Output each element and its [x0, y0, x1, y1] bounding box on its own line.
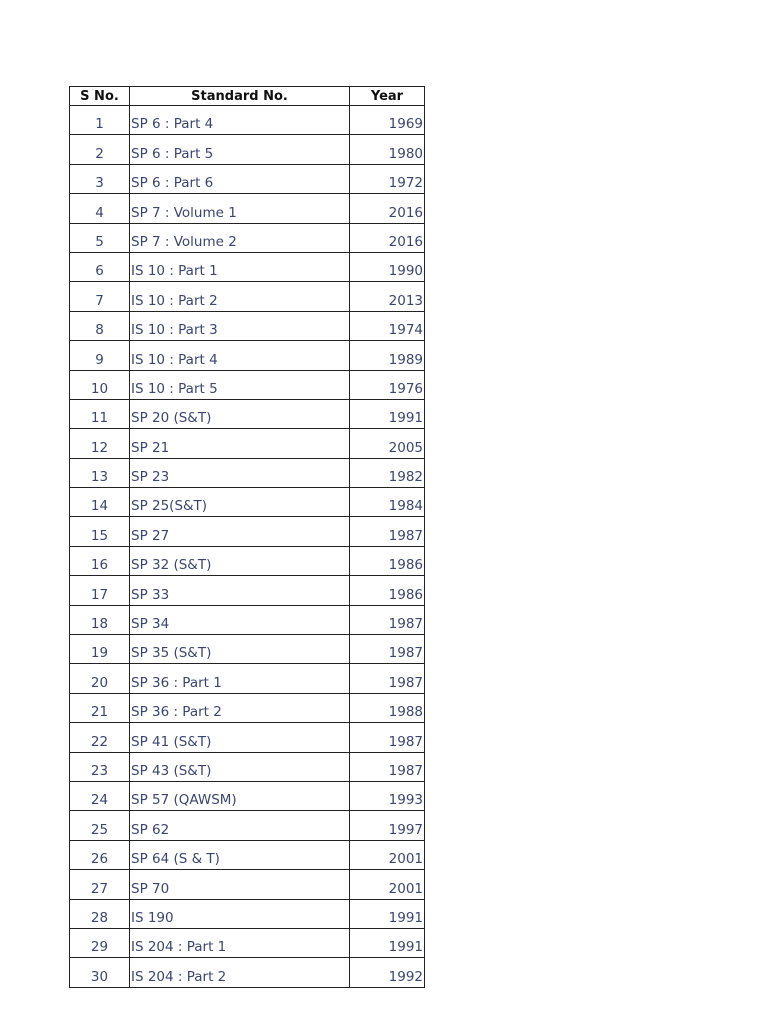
cell-standard-no: SP 32 (S&T)	[130, 546, 350, 575]
cell-standard-no: SP 20 (S&T)	[130, 399, 350, 428]
header-year: Year	[350, 87, 425, 106]
table-row	[70, 399, 425, 428]
cell-year: 2005	[350, 429, 425, 458]
cell-standard-no: IS 10 : Part 5	[130, 370, 350, 399]
header-s-no: S No.	[70, 87, 130, 106]
cell-standard-no: SP 36 : Part 1	[130, 664, 350, 693]
cell-standard-no: SP 21	[130, 429, 350, 458]
cell-year: 1987	[350, 635, 425, 664]
cell-s-no: 17	[70, 576, 130, 605]
cell-s-no: 11	[70, 399, 130, 428]
table-row	[70, 605, 425, 634]
cell-standard-no: SP 43 (S&T)	[130, 752, 350, 781]
cell-standard-no: SP 23	[130, 458, 350, 487]
table-row	[70, 252, 425, 281]
cell-year: 1984	[350, 488, 425, 517]
cell-year: 2001	[350, 840, 425, 869]
cell-year: 1980	[350, 135, 425, 164]
table-row	[70, 429, 425, 458]
table-row	[70, 723, 425, 752]
cell-year: 1969	[350, 106, 425, 135]
cell-s-no: 18	[70, 605, 130, 634]
table-row	[70, 164, 425, 193]
cell-standard-no: SP 6 : Part 6	[130, 164, 350, 193]
cell-year: 1976	[350, 370, 425, 399]
cell-standard-no: IS 10 : Part 3	[130, 311, 350, 340]
cell-s-no: 25	[70, 811, 130, 840]
cell-year: 1990	[350, 252, 425, 281]
standards-sheet	[69, 86, 425, 988]
cell-standard-no: IS 190	[130, 899, 350, 928]
cell-year: 1987	[350, 752, 425, 781]
table-row	[70, 517, 425, 546]
cell-s-no: 15	[70, 517, 130, 546]
cell-standard-no: SP 6 : Part 5	[130, 135, 350, 164]
cell-standard-no: IS 204 : Part 1	[130, 928, 350, 957]
table-row	[70, 194, 425, 223]
cell-year: 1974	[350, 311, 425, 340]
cell-year: 2013	[350, 282, 425, 311]
cell-standard-no: SP 7 : Volume 2	[130, 223, 350, 252]
cell-year: 2016	[350, 223, 425, 252]
cell-standard-no: SP 70	[130, 870, 350, 899]
table-row	[70, 840, 425, 869]
cell-year: 2016	[350, 194, 425, 223]
table-row	[70, 135, 425, 164]
cell-s-no: 14	[70, 488, 130, 517]
cell-s-no: 21	[70, 693, 130, 722]
cell-s-no: 24	[70, 781, 130, 810]
cell-s-no: 8	[70, 311, 130, 340]
table-row	[70, 341, 425, 370]
cell-standard-no: SP 33	[130, 576, 350, 605]
table-row	[70, 958, 425, 987]
table-row	[70, 928, 425, 957]
cell-year: 1992	[350, 958, 425, 987]
cell-s-no: 10	[70, 370, 130, 399]
table-row	[70, 488, 425, 517]
cell-standard-no: SP 57 (QAWSM)	[130, 781, 350, 810]
cell-s-no: 30	[70, 958, 130, 987]
cell-s-no: 3	[70, 164, 130, 193]
cell-s-no: 26	[70, 840, 130, 869]
cell-s-no: 16	[70, 546, 130, 575]
table-row	[70, 752, 425, 781]
cell-year: 1987	[350, 723, 425, 752]
table-row	[70, 282, 425, 311]
cell-year: 1982	[350, 458, 425, 487]
cell-year: 1987	[350, 664, 425, 693]
cell-s-no: 29	[70, 928, 130, 957]
cell-s-no: 12	[70, 429, 130, 458]
cell-standard-no: IS 10 : Part 4	[130, 341, 350, 370]
table-row	[70, 693, 425, 722]
cell-s-no: 6	[70, 252, 130, 281]
cell-year: 1991	[350, 928, 425, 957]
cell-year: 1993	[350, 781, 425, 810]
cell-standard-no: SP 41 (S&T)	[130, 723, 350, 752]
cell-standard-no: SP 25(S&T)	[130, 488, 350, 517]
cell-standard-no: SP 7 : Volume 1	[130, 194, 350, 223]
table-row	[70, 899, 425, 928]
cell-standard-no: SP 35 (S&T)	[130, 635, 350, 664]
cell-standard-no: SP 34	[130, 605, 350, 634]
table-row	[70, 576, 425, 605]
cell-standard-no: SP 6 : Part 4	[130, 106, 350, 135]
cell-year: 1987	[350, 517, 425, 546]
cell-s-no: 20	[70, 664, 130, 693]
cell-year: 1989	[350, 341, 425, 370]
table-row	[70, 458, 425, 487]
cell-year: 1991	[350, 399, 425, 428]
cell-standard-no: SP 64 (S & T)	[130, 840, 350, 869]
header-standard-no: Standard No.	[130, 87, 350, 106]
table-row	[70, 811, 425, 840]
cell-standard-no: IS 10 : Part 1	[130, 252, 350, 281]
cell-s-no: 2	[70, 135, 130, 164]
cell-s-no: 5	[70, 223, 130, 252]
cell-year: 2001	[350, 870, 425, 899]
table-row	[70, 664, 425, 693]
table-row	[70, 311, 425, 340]
cell-s-no: 13	[70, 458, 130, 487]
cell-s-no: 22	[70, 723, 130, 752]
table-row	[70, 546, 425, 575]
cell-standard-no: SP 27	[130, 517, 350, 546]
table-row	[70, 223, 425, 252]
table-row	[70, 370, 425, 399]
cell-s-no: 19	[70, 635, 130, 664]
cell-standard-no: IS 204 : Part 2	[130, 958, 350, 987]
cell-year: 1987	[350, 605, 425, 634]
table-row	[70, 781, 425, 810]
cell-year: 1991	[350, 899, 425, 928]
cell-s-no: 9	[70, 341, 130, 370]
cell-s-no: 7	[70, 282, 130, 311]
header-row	[70, 87, 425, 106]
cell-year: 1986	[350, 576, 425, 605]
cell-s-no: 27	[70, 870, 130, 899]
cell-year: 1986	[350, 546, 425, 575]
cell-year: 1972	[350, 164, 425, 193]
cell-standard-no: IS 10 : Part 2	[130, 282, 350, 311]
cell-s-no: 1	[70, 106, 130, 135]
cell-s-no: 28	[70, 899, 130, 928]
cell-year: 1988	[350, 693, 425, 722]
standards-table	[69, 86, 425, 988]
table-row	[70, 635, 425, 664]
table-body	[70, 106, 425, 988]
table-row	[70, 106, 425, 135]
cell-standard-no: SP 36 : Part 2	[130, 693, 350, 722]
cell-year: 1997	[350, 811, 425, 840]
cell-s-no: 4	[70, 194, 130, 223]
table-row	[70, 870, 425, 899]
cell-s-no: 23	[70, 752, 130, 781]
cell-standard-no: SP 62	[130, 811, 350, 840]
